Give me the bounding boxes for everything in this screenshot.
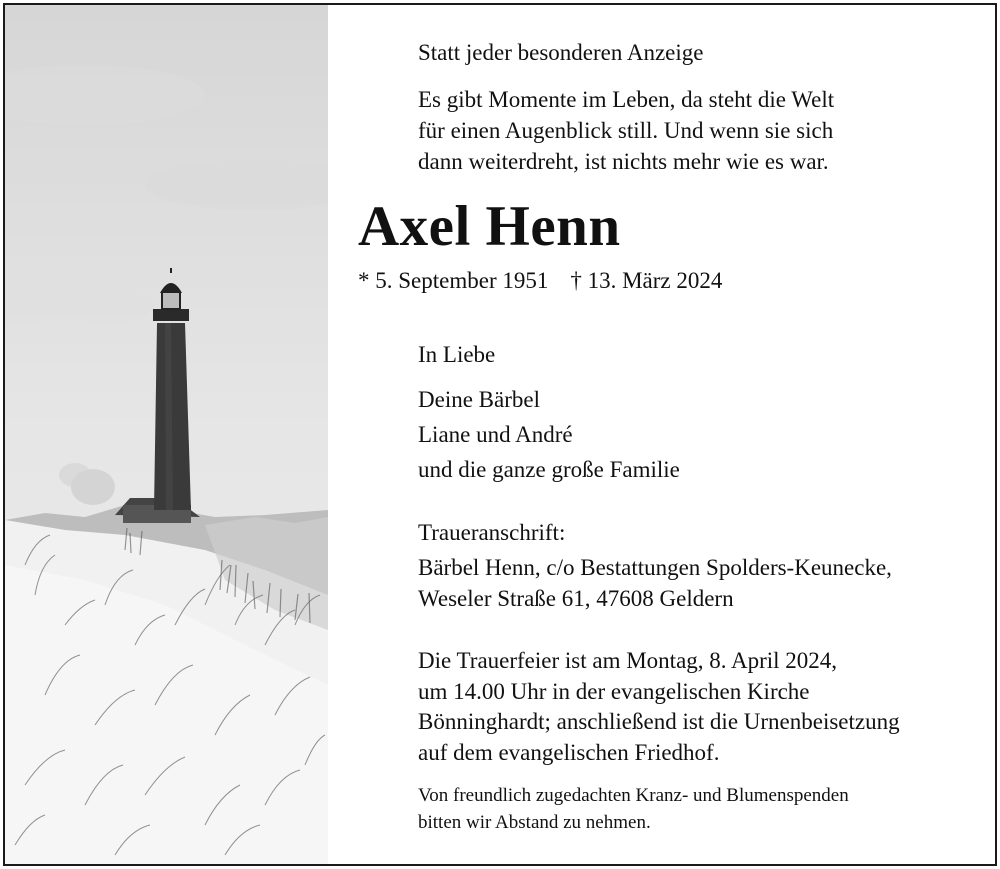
deceased-name: Axel Henn <box>358 195 621 258</box>
love-line: In Liebe <box>418 342 496 367</box>
death-date: † 13. März 2024 <box>570 268 723 293</box>
mourners-list <box>418 382 680 487</box>
life-dates <box>358 266 722 296</box>
birth-date: * 5. September 1951 <box>358 268 549 293</box>
mourner: Liane und André <box>418 422 573 447</box>
mourner: Deine Bärbel <box>418 387 540 412</box>
ceremony-info: Die Trauerfeier ist am Montag, 8. April 2024, um 14.00 Uhr in der evangelischen Kirche Bönninghardt; anschließend ist die Urnenbeisetzung auf dem evangelischen Friedhof. <box>418 648 900 765</box>
memorial-poem: Es gibt Momente im Leben, da steht die Welt für einen Augenblick still. Und wenn sie sich dann weiterdreht, ist nichts mehr wie es war. <box>418 87 835 174</box>
flowers-note: Von freundlich zugedachten Kranz- und Blumenspenden bitten wir Abstand zu nehmen. <box>418 785 849 833</box>
lighthouse-dune-image <box>5 5 328 864</box>
mourning-address: Bärbel Henn, c/o Bestattungen Spolders-Keunecke, Weseler Straße 61, 47608 Geldern <box>418 555 892 611</box>
mourner: und die ganze große Familie <box>418 457 680 482</box>
lighthouse-photo <box>5 5 328 864</box>
address-label: Traueranschrift: <box>418 520 566 545</box>
notice-intro: Statt jeder besonderen Anzeige <box>418 40 704 65</box>
